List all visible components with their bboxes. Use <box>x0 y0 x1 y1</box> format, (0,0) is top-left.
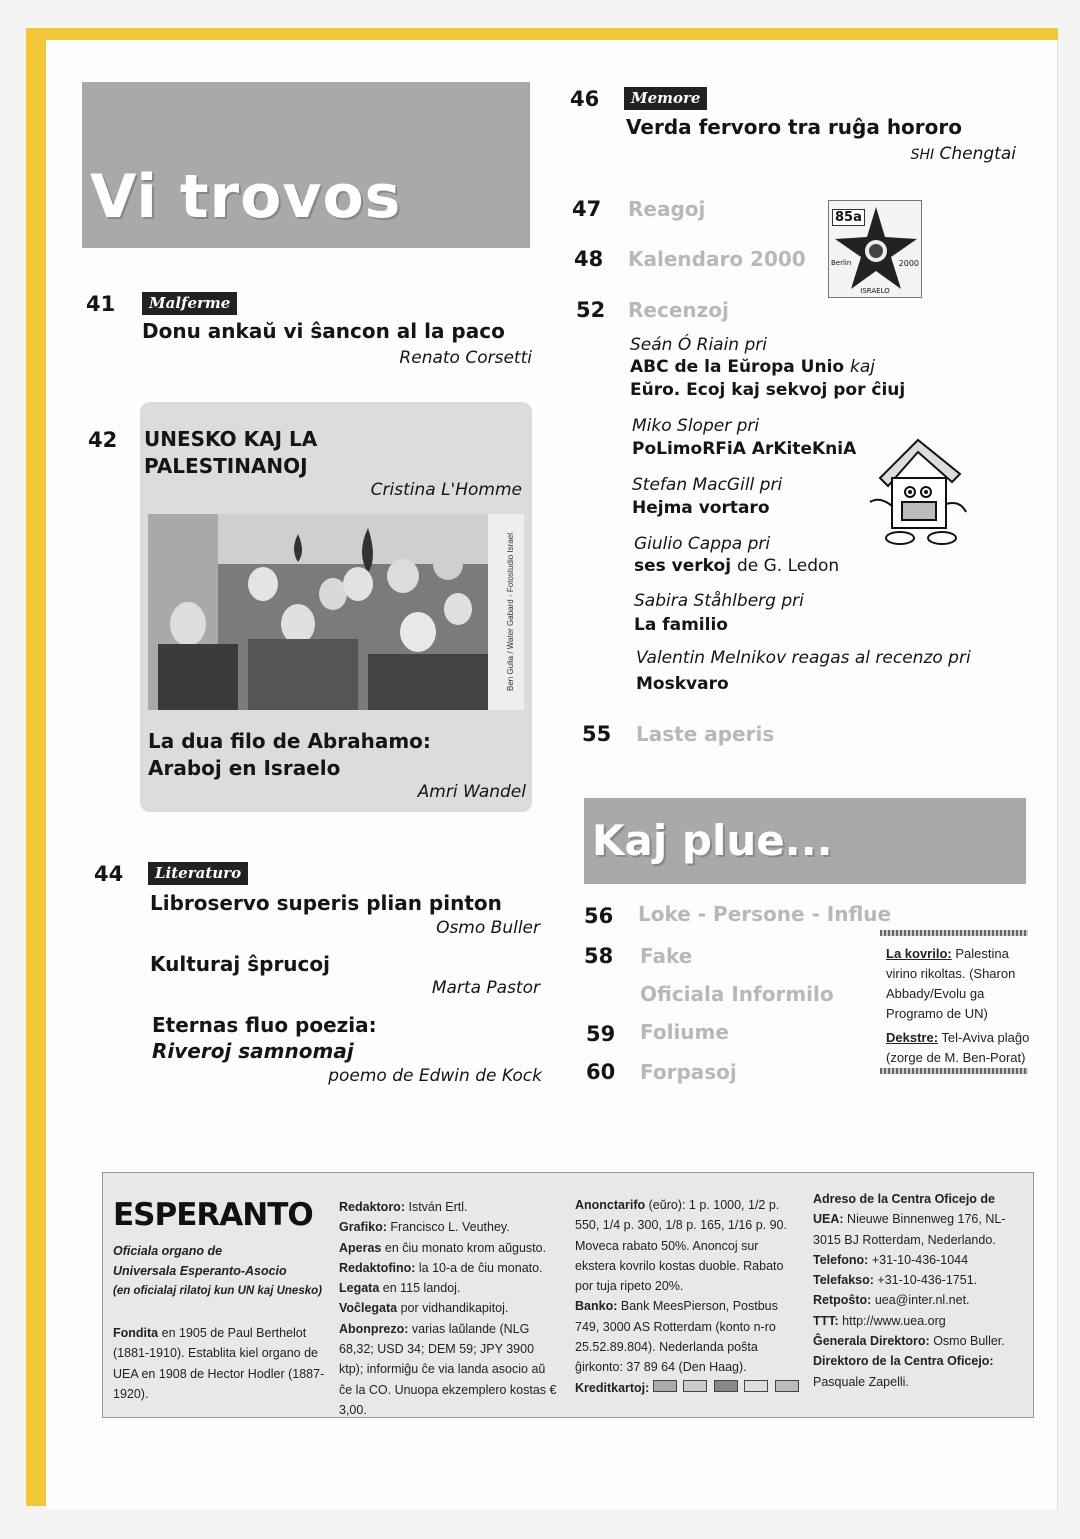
page-number-41: 41 <box>86 292 116 316</box>
imprint-col4-text-6: Osmo Buller. <box>933 1334 1005 1349</box>
imprint-col2-label-2: Grafiko: <box>339 1220 387 1235</box>
imprint-col4-label-7: Direktoro de la Centra Oficejo: <box>813 1354 994 1369</box>
imprint-col2-text-5: en 115 landoj. <box>382 1281 461 1296</box>
article-title-44b[interactable]: Kulturaj ŝprucoj <box>150 952 330 976</box>
review-reviewer-1: Seán Ó Riain pri <box>630 335 767 355</box>
imprint-col3-text-1: (eŭro): 1 p. 1000, 1/2 p. 550, 1/4 p. 300, 1/8 p. 165, 1/16 p. 90. Moveca rabato 50%. Anoncoj sur ekstera kovrilo kostas duoble. Rabato por tuja ripeto 20%. <box>575 1198 787 1294</box>
imprint-col2-item-4 <box>339 1258 561 1278</box>
reading-house-cartoon-icon <box>862 434 974 548</box>
article-title-55[interactable]: Laste aperis <box>636 722 775 746</box>
article-subtitle-42-line2[interactable]: Araboj en Israelo <box>148 756 341 780</box>
review-reviewer-2: Miko Sloper pri <box>632 416 760 436</box>
imprint-col4-item-4 <box>813 1290 1027 1310</box>
founding-text: en 1905 de Paul Berthelot (1881-1910). Establita kiel organo de UEA en 1908 de Hector Hodler (1887-1920). <box>113 1326 325 1401</box>
imprint-col4-text-3: +31-10-436-1751. <box>877 1273 978 1288</box>
article-author-46 <box>830 144 1016 164</box>
page-number-55: 55 <box>582 722 612 746</box>
stamp-year: 2000 <box>898 259 919 268</box>
imprint-col3-item-2 <box>575 1296 799 1377</box>
imprint-col3-text-2: Bank MeesPierson, Postbus 749, 3000 AS Rotterdam (konto n-ro 25.52.89.804). Nederlanda poŝta ĝirkonto: 37 89 64 (Den Haag). <box>575 1299 778 1375</box>
imprint-col4-label-5: TTT: <box>813 1313 839 1328</box>
review-book-1-title: ABC de la Eŭropa Unio <box>630 357 845 377</box>
cover-note-1 <box>886 944 1032 1024</box>
imprint-col2-label-6: Voĉlegata <box>339 1301 398 1316</box>
more-header-title: Kaj plue... <box>592 816 833 865</box>
page-number-60: 60 <box>586 1060 616 1084</box>
review-reviewer-3: Stefan MacGill pri <box>632 475 783 495</box>
magazine-subtitle-3: (en oficialaj rilatoj kun UN kaj Unesko) <box>113 1285 322 1297</box>
card-logo-icon-2 <box>683 1380 707 1392</box>
page-number-59: 59 <box>586 1022 616 1046</box>
founding-info <box>113 1323 327 1404</box>
card-logo-icon-3 <box>714 1380 738 1392</box>
imprint-col4-item-5 <box>813 1311 1027 1331</box>
imprint-col4-item-7 <box>813 1351 1027 1392</box>
section-badge-memore: Memore <box>624 87 707 110</box>
page-title: Vi trovos <box>90 162 402 232</box>
imprint-col4-item-3 <box>813 1270 1027 1290</box>
page-number-44: 44 <box>94 862 124 886</box>
imprint-col4-item-2 <box>813 1250 1027 1270</box>
article-title-42-line1[interactable]: UNESKO KAJ LA <box>144 427 318 451</box>
header-box <box>82 82 530 248</box>
article-title-44a[interactable]: Libroservo superis plian pinton <box>150 891 502 915</box>
article-author-42: Cristina L'Homme <box>370 480 522 500</box>
congress-stamp <box>828 200 922 298</box>
imprint-col3-label-2: Banko: <box>575 1299 618 1314</box>
cover-note-2 <box>886 1028 1032 1068</box>
imprint-col2-text-2: Francisco L. Veuthey. <box>390 1220 510 1235</box>
photo-credit: Ben Gulia / Water Gabard - Fotostudio Israel <box>506 533 515 691</box>
article-title-47[interactable]: Reagoj <box>628 197 706 221</box>
cover-note-label-2: Dekstre: <box>886 1030 939 1045</box>
imprint-col4-label-1: Adreso de la Centra Oficejo de UEA: <box>813 1192 995 1227</box>
review-book-4[interactable] <box>634 556 839 576</box>
cover-note <box>886 944 1032 1068</box>
card-logo-icon-5 <box>775 1380 799 1392</box>
article-title-58b[interactable]: Oficiala Informilo <box>640 982 834 1006</box>
article-title-46[interactable]: Verda fervoro tra ruĝa hororo <box>626 115 963 139</box>
imprint-col2-text-6: por vidhandikapitoj. <box>400 1301 509 1316</box>
magazine-logo: ESPERANTO <box>113 1197 313 1233</box>
imprint-col4-text-5: http://www.uea.org <box>842 1313 946 1328</box>
review-book-2[interactable]: PoLimoRFiA ArKiteKniA <box>632 439 857 459</box>
article-title-44c[interactable]: Eternas fluo poezia: <box>152 1013 377 1037</box>
review-book-1-conj: kaj <box>850 357 876 377</box>
article-author-44c: poemo de Edwin de Kock <box>328 1066 542 1086</box>
review-reviewer-4: Giulio Cappa pri <box>634 534 771 554</box>
imprint-col2-text-1: István Ertl. <box>408 1200 468 1214</box>
article-title-42-line2[interactable]: PALESTINANOJ <box>144 454 308 478</box>
page-number-46: 46 <box>570 87 600 111</box>
article-author-46-family: Chengtai <box>939 144 1016 164</box>
article-title-44c-line2[interactable]: Riveroj samnomaj <box>152 1039 354 1063</box>
imprint-col2-item-5 <box>339 1278 561 1298</box>
cover-note-text-2: Tel-Aviva plaĝo (zorge de M. Ben-Porat) <box>886 1030 1030 1065</box>
imprint-col2-text-7: varias laŭlande (NLG 68,32; USD 34; DEM 59; JPY 3900 ktp); informiĝu ĉe via landa asocio aŭ ĉe la CO. Unuopa ekzemplero kostas € 3,00. <box>339 1321 557 1417</box>
more-header-box <box>584 798 1026 884</box>
imprint-column-2 <box>339 1197 561 1420</box>
review-reviewer-6: Valentin Melnikov reagas al recenzo pri <box>636 648 971 668</box>
imprint-col2-item-6 <box>339 1298 561 1318</box>
magazine-subtitle-1: Oficiala organo de <box>113 1244 223 1258</box>
review-book-4-tail: de G. Ledon <box>736 556 840 576</box>
article-author-46-given: SHI <box>910 147 935 163</box>
article-author-44b: Marta Pastor <box>431 978 540 998</box>
stamp-number: 85a <box>832 209 865 226</box>
imprint-col4-item-1 <box>813 1189 1027 1250</box>
article-author-44a: Osmo Buller <box>436 918 540 938</box>
imprint-col2-item-2 <box>339 1217 561 1237</box>
imprint-col4-text-2: +31-10-436-1044 <box>871 1252 969 1267</box>
page-number-42: 42 <box>88 428 118 452</box>
page-number-48: 48 <box>574 247 604 271</box>
imprint-col2-item-7 <box>339 1319 561 1420</box>
article-title-48[interactable]: Kalendaro 2000 <box>628 247 806 271</box>
review-book-3[interactable]: Hejma vortaro <box>632 498 770 518</box>
article-title-41[interactable]: Donu ankaŭ vi ŝancon al la paco <box>142 319 505 343</box>
imprint-col3-label-3: Kreditkartoj: <box>575 1380 650 1395</box>
section-badge-malferme: Malferme <box>142 292 237 315</box>
review-book-1[interactable] <box>630 357 875 377</box>
imprint-col2-text-4: la 10-a de ĉiu monato. <box>418 1260 543 1275</box>
imprint-col3-label-1: Anonctarifo <box>575 1198 646 1212</box>
imprint-col4-item-6 <box>813 1331 1027 1351</box>
imprint-column-3 <box>575 1195 799 1399</box>
article-author-41: Renato Corsetti <box>399 348 532 368</box>
children-photo-image <box>148 514 524 710</box>
article-title-58[interactable]: Fake <box>640 944 693 968</box>
imprint-col2-label-7: Abonprezo: <box>339 1321 409 1336</box>
imprint-col2-label-3: Aperas <box>339 1240 382 1255</box>
imprint-col4-text-1: Nieuwe Binnenweg 176, NL-3015 BJ Rotterdam, Nederlando. <box>813 1212 1006 1247</box>
imprint-col4-text-4: uea@inter.nl.net. <box>874 1293 970 1308</box>
article-title-60[interactable]: Forpasoj <box>640 1060 737 1084</box>
review-reviewer-5: Sabira Ståhlberg pri <box>634 591 804 611</box>
review-book-6[interactable]: Moskvaro <box>636 674 729 694</box>
children-photo <box>148 514 524 710</box>
imprint-column-4 <box>813 1189 1027 1392</box>
article-subtitle-42-line1[interactable]: La dua filo de Abrahamo: <box>148 729 431 753</box>
review-book-5[interactable]: La familio <box>634 615 728 635</box>
page-number-58: 58 <box>584 944 614 968</box>
review-book-4-title: ses verkoj <box>634 556 732 576</box>
card-logo-icon-4 <box>744 1380 768 1392</box>
article-title-52[interactable]: Recenzoj <box>628 298 729 322</box>
imprint-col4-text-7: Pasquale Zapelli. <box>813 1374 909 1389</box>
credit-card-logos <box>653 1378 799 1398</box>
card-logo-icon-1 <box>653 1380 677 1392</box>
cover-note-label-1: La kovrilo: <box>886 946 952 961</box>
imprint-col2-label-4: Redaktofino: <box>339 1260 416 1275</box>
page-number-47: 47 <box>572 197 602 221</box>
magazine-subtitle-2: Universala Esperanto-Asocio <box>113 1264 287 1278</box>
imprint-col2-item-1 <box>339 1197 561 1217</box>
founding-label: Fondita <box>113 1326 159 1340</box>
stamp-place: Berlin <box>831 259 852 267</box>
article-title-59[interactable]: Foliume <box>640 1020 729 1044</box>
imprint-col4-label-2: Telefono: <box>813 1252 869 1267</box>
page-number-56: 56 <box>584 904 614 928</box>
cover-note-top-rule <box>880 930 1028 936</box>
cover-note-bottom-rule <box>880 1068 1028 1074</box>
imprint-col4-label-4: Retpoŝto: <box>813 1293 872 1308</box>
imprint-col2-item-3 <box>339 1238 561 1258</box>
imprint-col2-label-5: Legata <box>339 1281 380 1296</box>
imprint-col3-item-3 <box>575 1378 799 1399</box>
review-book-1b[interactable]: Eŭro. Ecoj kaj sekvoj por ĉiuj <box>630 380 906 400</box>
imprint-col4-label-3: Telefakso: <box>813 1273 874 1288</box>
imprint-box <box>102 1172 1034 1418</box>
article-author-42b: Amri Wandel <box>417 782 526 802</box>
imprint-col2-label-1: Redaktoro: <box>339 1200 405 1214</box>
cover-note-text-1: Palestina virino rikoltas. (Sharon Abbady/Evolu ga Programo de UN) <box>886 946 1016 1021</box>
imprint-col2-text-3: en ĉiu monato krom aŭgusto. <box>384 1240 547 1255</box>
imprint-col3-item-1 <box>575 1195 799 1296</box>
stamp-bottom: ISRAELO <box>860 287 890 295</box>
article-title-56[interactable]: Loke - Persone - Influe <box>638 902 892 926</box>
section-badge-literaturo: Literaturo <box>148 862 248 885</box>
imprint-col4-label-6: Ĝenerala Direktoro: <box>813 1334 930 1349</box>
page-number-52: 52 <box>576 298 606 322</box>
